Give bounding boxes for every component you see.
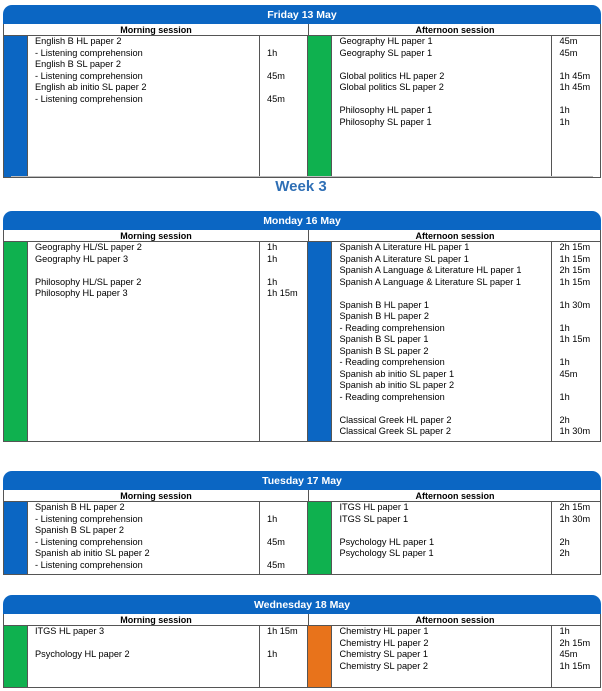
afternoon-color-bar (308, 36, 332, 177)
exam-name: Geography HL paper 3 (35, 253, 129, 264)
morning-session-column (4, 36, 308, 177)
exam-duration: 45m (267, 559, 285, 570)
exam-duration: 1h (559, 116, 570, 127)
exam-name (35, 638, 259, 650)
exam-duration (267, 59, 285, 71)
exam-name (339, 128, 551, 140)
exam-name: Spanish A Language & Literature SL paper 1 (339, 276, 521, 287)
exam-durations (260, 626, 298, 687)
afternoon-session-column (308, 36, 600, 177)
morning-session-heading: Morning session (4, 490, 309, 501)
exam-duration (267, 525, 285, 537)
morning-session-heading: Morning session (4, 24, 309, 35)
morning-color-bar (4, 502, 28, 574)
morning-color-bar (4, 242, 28, 441)
exam-name: Classical Greek HL paper 2 (339, 414, 452, 425)
exam-name: Spanish A Language & Literature HL paper 1 (339, 265, 522, 275)
exam-durations (260, 242, 298, 441)
exam-name: Psychology HL paper 2 (35, 649, 130, 659)
exam-name: English B SL paper 2 (35, 59, 121, 69)
exam-name: - Listening comprehension (35, 513, 143, 524)
exam-name: - Listening comprehension (35, 47, 143, 58)
morning-session-column (4, 502, 308, 574)
exam-duration (559, 380, 590, 392)
afternoon-color-bar (308, 626, 332, 687)
exam-durations (552, 242, 590, 441)
exam-duration (267, 265, 298, 277)
day-title: Tuesday 17 May (3, 471, 601, 490)
exam-name: - Listening comprehension (35, 559, 143, 570)
exam-duration: 45m (559, 368, 578, 379)
day-title: Monday 16 May (3, 211, 601, 230)
exam-name: - Listening comprehension (35, 70, 143, 81)
exam-duration: 1h 15m (267, 626, 298, 636)
afternoon-session-heading: Afternoon session (415, 491, 495, 501)
exam-duration (559, 346, 590, 358)
exam-duration (267, 82, 285, 94)
exam-name: Philosophy HL/SL paper 2 (35, 276, 142, 287)
exam-name: Spanish B SL paper 1 (339, 334, 429, 344)
exam-duration: 1h 15m (267, 288, 298, 298)
exam-duration (559, 403, 590, 415)
exam-name (339, 403, 551, 415)
afternoon-session-column (308, 502, 600, 574)
afternoon-color-bar (308, 502, 332, 574)
exam-name: English ab initio SL paper 2 (35, 82, 147, 92)
exam-duration: 1h 30m (559, 513, 591, 524)
exam-name: Spanish B SL paper 2 (35, 525, 125, 535)
exam-name: Global politics SL paper 2 (339, 82, 444, 92)
exam-names (28, 36, 260, 177)
exam-duration: 1h 15m (559, 334, 591, 344)
exam-name: English B HL paper 2 (35, 36, 122, 46)
exam-duration: 1h (559, 322, 570, 333)
exam-durations (552, 626, 590, 687)
exam-name: - Listening comprehension (35, 536, 143, 547)
exam-duration (559, 525, 590, 537)
exam-durations (260, 36, 285, 177)
exam-names (332, 502, 552, 574)
afternoon-session-heading: Afternoon session (415, 231, 495, 241)
exam-name: Geography SL paper 1 (339, 47, 433, 58)
afternoon-color-bar (308, 242, 332, 441)
exam-duration: 45m (559, 47, 578, 58)
exam-duration (267, 36, 285, 48)
morning-session-column (4, 242, 308, 441)
exam-name: Spanish B HL paper 1 (339, 299, 430, 310)
exam-duration: 2h (559, 536, 570, 547)
exam-duration: 2h 15m (559, 637, 591, 648)
exam-duration: 1h (267, 253, 278, 264)
exam-name (339, 288, 551, 300)
day-block-friday (3, 5, 601, 178)
exam-name: Chemistry HL paper 1 (339, 626, 429, 636)
afternoon-session-heading: Afternoon session (415, 615, 495, 625)
exam-duration: 1h 15m (559, 660, 591, 671)
exam-duration (559, 59, 590, 71)
exam-name: Spanish ab initio SL paper 2 (35, 548, 150, 558)
exam-name: Spanish B HL paper 2 (35, 502, 125, 512)
exam-duration: 1h (267, 513, 278, 524)
exam-name: Psychology SL paper 1 (339, 548, 434, 558)
exam-duration: 1h (267, 276, 278, 287)
exam-duration: 1h (559, 357, 570, 367)
exam-duration (559, 128, 590, 140)
exam-name: Chemistry SL paper 2 (339, 660, 428, 671)
day-block-wednesday (3, 595, 601, 688)
exam-duration: 45m (267, 536, 285, 547)
exam-duration: 1h (559, 626, 570, 636)
exam-name: Psychology HL paper 1 (339, 536, 435, 547)
exam-name: Philosophy SL paper 1 (339, 116, 432, 127)
exam-duration (559, 288, 590, 300)
exam-duration: 1h 45m (559, 70, 591, 81)
exam-name: - Listening comprehension (35, 93, 143, 104)
exam-name: - Reading comprehension (339, 391, 445, 402)
week-divider (11, 176, 593, 177)
exam-duration: 45m (267, 70, 285, 81)
exam-duration: 1h 45m (559, 82, 591, 92)
exam-name: ITGS HL paper 3 (35, 626, 105, 636)
afternoon-session-column (308, 626, 600, 687)
exam-duration: 1h (559, 105, 570, 115)
exam-name: Spanish B HL paper 2 (339, 311, 430, 321)
exam-duration (559, 311, 590, 323)
exam-durations (260, 502, 285, 574)
week-title: Week 3 (275, 178, 327, 195)
exam-name: Chemistry HL paper 2 (339, 637, 429, 648)
exam-duration (267, 638, 298, 650)
exam-names (332, 626, 552, 687)
morning-color-bar (4, 626, 28, 687)
exam-duration: 1h 15m (559, 276, 591, 287)
morning-session-heading: Morning session (4, 230, 309, 241)
exam-duration: 1h 30m (559, 299, 591, 310)
exam-duration: 1h (267, 649, 278, 659)
exam-duration: 2h 15m (559, 502, 591, 512)
morning-session-heading: Morning session (4, 614, 309, 625)
exam-name (339, 59, 551, 71)
exam-name: Philosophy HL paper 1 (339, 105, 433, 115)
day-block-monday (3, 211, 601, 442)
morning-color-bar (4, 36, 28, 177)
exam-duration (559, 94, 590, 106)
exam-name: Spanish ab initio SL paper 1 (339, 368, 455, 379)
exam-names (28, 502, 260, 574)
exam-name: Spanish A Literature SL paper 1 (339, 253, 469, 264)
afternoon-session-column (308, 242, 600, 441)
exam-duration: 2h 15m (559, 265, 591, 275)
exam-duration: 45m (267, 93, 285, 104)
exam-name: ITGS SL paper 1 (339, 513, 409, 524)
exam-duration: 1h 30m (559, 426, 591, 436)
exam-duration: 2h (559, 414, 570, 425)
exam-name: Spanish B SL paper 2 (339, 345, 429, 356)
exam-name: Geography HL paper 1 (339, 36, 433, 46)
exam-name (35, 265, 259, 277)
exam-duration: 2h 15m (559, 242, 591, 252)
exam-name: Philosophy HL paper 3 (35, 288, 128, 298)
exam-duration: 1h (267, 47, 278, 58)
exam-name: - Reading comprehension (339, 357, 445, 367)
exam-duration: 45m (559, 36, 578, 46)
exam-name: Geography HL/SL paper 2 (35, 242, 142, 252)
day-block-tuesday (3, 471, 601, 575)
exam-duration: 45m (559, 649, 578, 659)
exam-name: Global politics HL paper 2 (339, 70, 445, 81)
exam-name: Spanish ab initio SL paper 2 (339, 380, 455, 390)
exam-name: Spanish A Literature HL paper 1 (339, 242, 470, 252)
exam-duration: 2h (559, 548, 570, 558)
exam-name: - Reading comprehension (339, 322, 445, 333)
day-title: Wednesday 18 May (3, 595, 601, 614)
morning-session-column (4, 626, 308, 687)
exam-names (332, 242, 552, 441)
day-title: Friday 13 May (3, 5, 601, 24)
exam-durations (552, 36, 590, 177)
exam-names (332, 36, 552, 177)
exam-names (28, 626, 260, 687)
exam-name (339, 525, 551, 537)
exam-name: ITGS HL paper 1 (339, 502, 409, 512)
exam-durations (552, 502, 590, 574)
exam-names (28, 242, 260, 441)
exam-name: Classical Greek SL paper 2 (339, 426, 451, 436)
exam-duration (267, 502, 285, 514)
exam-duration: 1h (559, 391, 570, 402)
exam-duration (267, 548, 285, 560)
afternoon-session-heading: Afternoon session (415, 25, 495, 35)
exam-name: Chemistry SL paper 1 (339, 649, 428, 659)
exam-name (339, 94, 551, 106)
exam-duration: 1h 15m (559, 253, 591, 264)
exam-duration: 1h (267, 242, 278, 252)
